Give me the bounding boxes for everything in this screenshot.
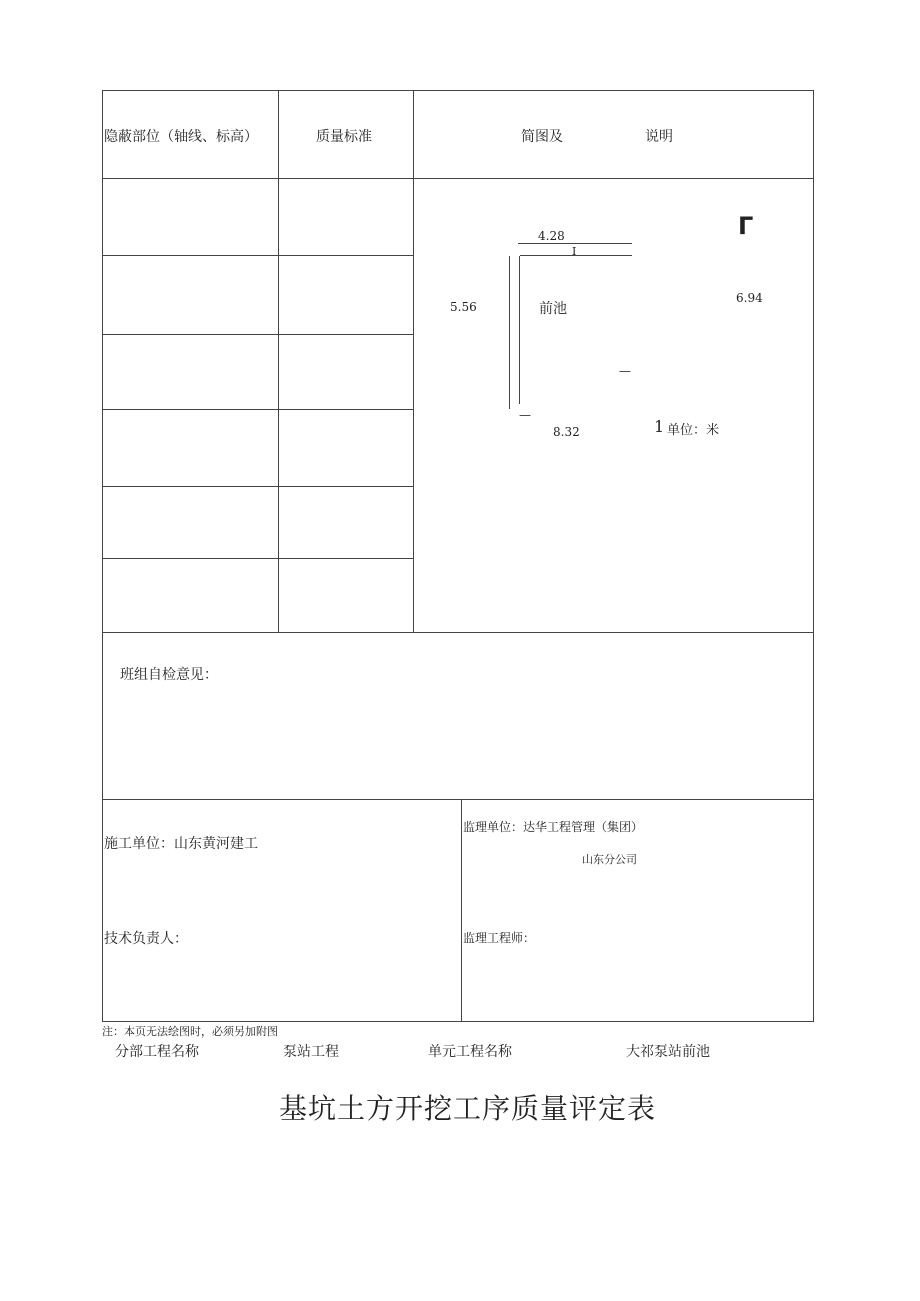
signature-col-divider bbox=[461, 799, 462, 1022]
dash-mark: — bbox=[519, 408, 531, 422]
col-divider-2 bbox=[413, 90, 414, 633]
dim-left: 5.56 bbox=[450, 300, 477, 314]
unit-label: 单位：米 bbox=[667, 423, 720, 438]
tick-mark: I bbox=[572, 245, 577, 258]
corner-mark: Γ bbox=[738, 212, 754, 240]
header-location: 隐蔽部位（轴线、标高） bbox=[104, 129, 258, 145]
header-divider bbox=[102, 178, 814, 179]
unit-prefix: 1 bbox=[654, 417, 665, 436]
table-right-border bbox=[813, 90, 814, 1022]
sketch-top-line bbox=[518, 243, 632, 244]
self-check-top-divider bbox=[102, 632, 814, 633]
header-quality-standard: 质量标准 bbox=[316, 129, 372, 145]
header-sketch: 简图及 bbox=[521, 129, 563, 145]
col-divider-1 bbox=[278, 90, 279, 633]
row-divider bbox=[102, 486, 414, 487]
pool-label: 前池 bbox=[539, 301, 567, 317]
table-top-border bbox=[102, 90, 814, 91]
table-bottom-border bbox=[102, 1021, 814, 1022]
sub-project-value: 泵站工程 bbox=[283, 1044, 339, 1060]
supervision-unit: 监理单位：达华工程管理（集团） bbox=[463, 820, 644, 834]
construction-unit: 施工单位：山东黄河建工 bbox=[104, 836, 258, 852]
page-title: 基坑土方开挖工序质量评定表 bbox=[279, 1092, 657, 1125]
dim-right: 6.94 bbox=[736, 291, 763, 305]
supervision-branch: 山东分公司 bbox=[582, 853, 637, 866]
sketch-outer-left-line bbox=[509, 256, 510, 409]
self-check-label: 班组自检意见： bbox=[120, 667, 218, 683]
signature-top-divider bbox=[102, 799, 814, 800]
footer-note: 注：本页无法绘图时，必须另加附图 bbox=[102, 1025, 278, 1038]
supervision-engineer: 监理工程师： bbox=[463, 931, 536, 945]
sketch-inner-left-line bbox=[519, 256, 520, 404]
tech-lead: 技术负责人： bbox=[104, 931, 188, 947]
dim-top: 4.28 bbox=[538, 229, 565, 243]
row-divider bbox=[102, 558, 414, 559]
dim-bottom: 8.32 bbox=[553, 425, 580, 439]
dash-mark: — bbox=[619, 364, 631, 378]
unit-project-value: 大祁泵站前池 bbox=[626, 1044, 710, 1060]
row-divider bbox=[102, 334, 414, 335]
table-left-border bbox=[102, 90, 103, 1022]
sub-project-label: 分部工程名称 bbox=[115, 1044, 199, 1060]
unit-project-label: 单元工程名称 bbox=[428, 1044, 512, 1060]
header-description: 说明 bbox=[645, 129, 673, 145]
row-divider bbox=[102, 409, 414, 410]
row-divider bbox=[102, 255, 414, 256]
